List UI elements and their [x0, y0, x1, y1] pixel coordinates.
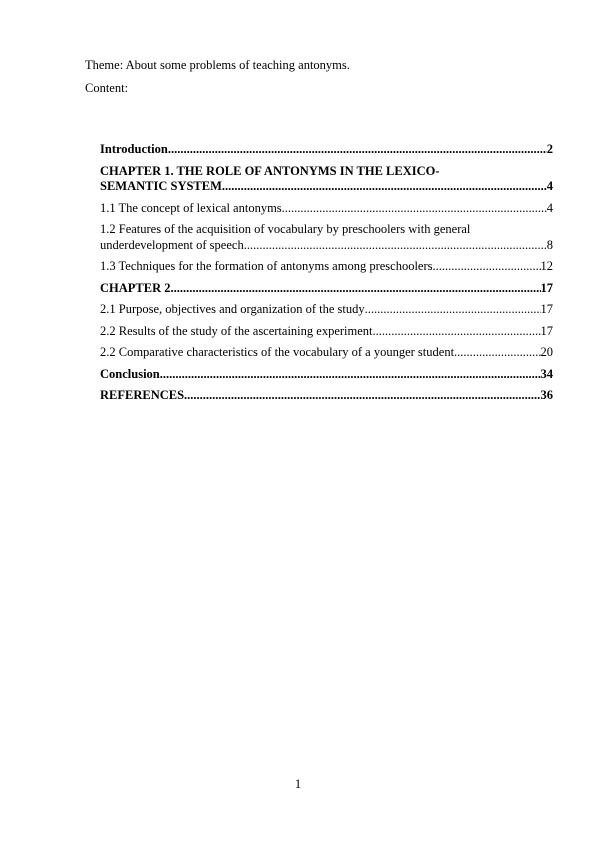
- toc-dot-leader: [168, 142, 547, 158]
- toc-dot-leader: [184, 388, 540, 404]
- toc-entry-chapter-2[interactable]: [100, 281, 553, 297]
- toc-page-number: 4: [546, 200, 553, 215]
- toc-entry-title: REFERENCES: [100, 388, 185, 402]
- toc-page-number: 4: [546, 179, 553, 193]
- toc-dot-leader: [160, 367, 541, 383]
- theme-heading: Theme: About some problems of teaching antonyms.: [85, 58, 350, 72]
- toc-entry-title: 1.2 Features of the acquisition of vocabulary by preschoolers with general: [100, 222, 471, 236]
- toc-dot-leader: [373, 324, 541, 340]
- toc-entry-title: Conclusion: [100, 366, 160, 381]
- toc-entry-2-2-comparative[interactable]: [100, 345, 553, 361]
- toc-page-number: 12: [540, 259, 553, 273]
- page-footer-number: 1: [294, 777, 302, 791]
- toc-dot-leader: [282, 201, 547, 217]
- toc-dot-leader: [171, 281, 541, 297]
- toc-entry-title-continued: SEMANTIC SYSTEM: [100, 179, 222, 193]
- toc-page-number: 36: [540, 388, 553, 402]
- toc-dot-leader: [222, 179, 547, 195]
- toc-entry-conclusion[interactable]: [100, 367, 553, 383]
- toc-entry-title: 2.2 Comparative characteristics of the vocabulary of a younger student: [100, 345, 455, 359]
- toc-page-number: 20: [540, 345, 553, 359]
- toc-entry-title: 2.2 Results of the study of the ascertaining experiment: [100, 323, 373, 338]
- toc-dot-leader: [454, 345, 540, 361]
- toc-entry-title-continued: underdevelopment of speech: [100, 237, 244, 252]
- toc-entry-title: 1.3 Techniques for the formation of antonyms among preschoolers: [100, 259, 433, 273]
- toc-entry-2-1[interactable]: [100, 302, 553, 318]
- toc-dot-leader: [365, 302, 541, 318]
- toc-entry-1-3[interactable]: [100, 259, 553, 275]
- toc-entry-title: CHAPTER 1. THE ROLE OF ANTONYMS IN THE LEXICO-: [100, 163, 440, 178]
- toc-page-number: 34: [540, 366, 553, 381]
- toc-page-number: 8: [546, 237, 553, 252]
- toc-dot-leader: [244, 238, 547, 254]
- toc-page-number: 17: [540, 302, 553, 316]
- toc-entry-1-1[interactable]: [100, 201, 553, 217]
- toc-entry-chapter-1[interactable]: [100, 164, 553, 195]
- toc-entry-2-2-results[interactable]: [100, 324, 553, 340]
- toc-entry-references[interactable]: [100, 388, 553, 404]
- toc-page-number: 17: [540, 280, 553, 295]
- toc-page-number: 2: [546, 142, 553, 156]
- toc-entry-title: CHAPTER 2: [100, 280, 171, 295]
- toc-entry-title: Introduction: [100, 142, 168, 156]
- toc-dot-leader: [433, 259, 541, 275]
- toc-entry-title: 2.1 Purpose, objectives and organization of the study: [100, 302, 365, 316]
- content-label: Content:: [85, 81, 129, 95]
- toc-entry-1-2[interactable]: [100, 222, 553, 253]
- table-of-contents: [100, 142, 553, 404]
- toc-entry-title: 1.1 The concept of lexical antonyms: [100, 200, 282, 215]
- toc-entry-introduction[interactable]: [100, 142, 553, 158]
- toc-page-number: 17: [540, 323, 553, 338]
